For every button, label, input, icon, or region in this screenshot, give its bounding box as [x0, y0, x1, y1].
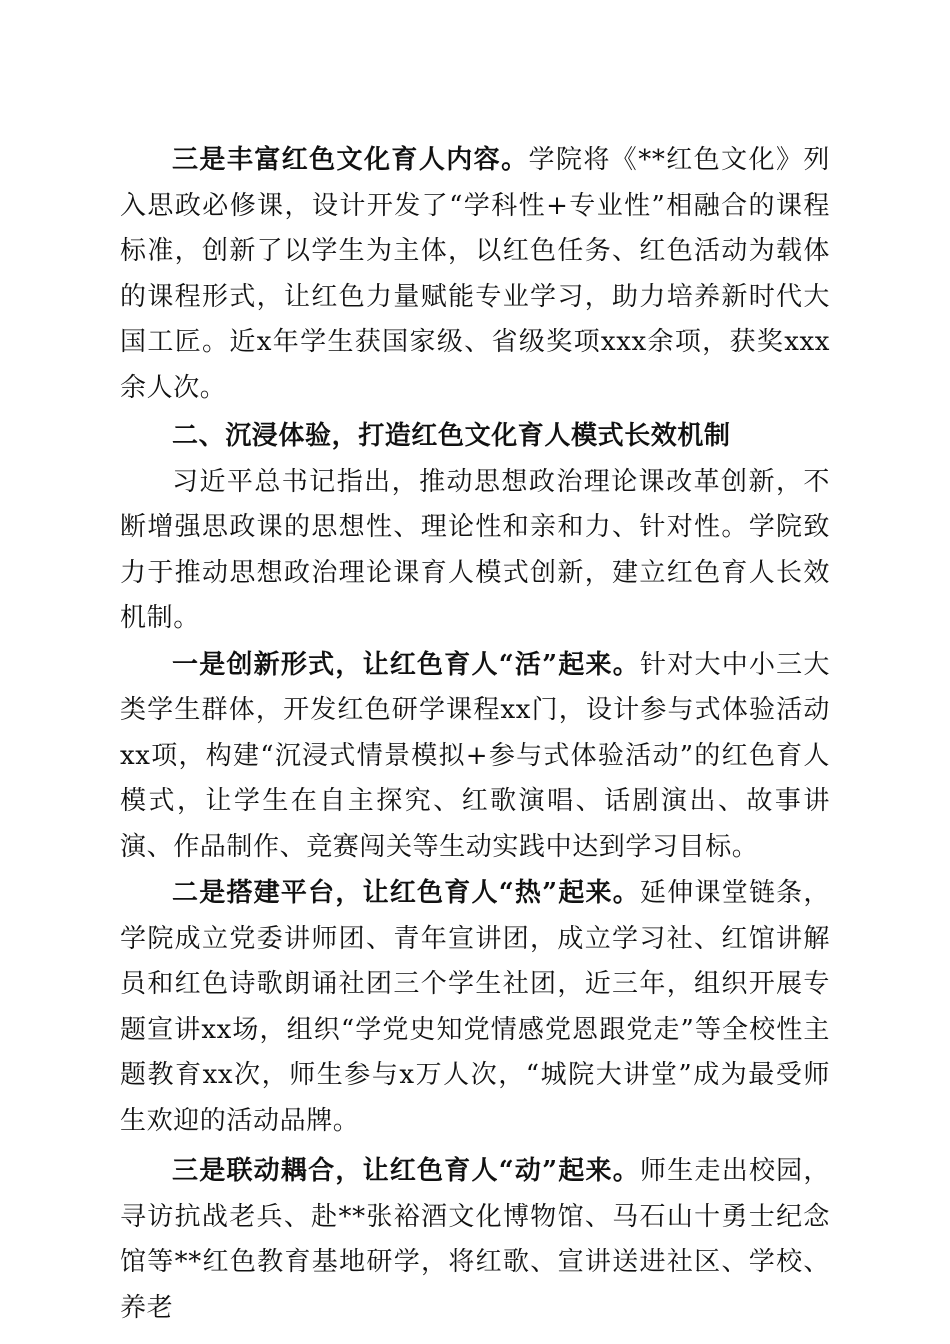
paragraph-innovate-form [120, 643, 830, 871]
paragraph-lead: 三是联动耦合，让红色育人“动”起来。 [172, 1156, 641, 1186]
paragraph-body: 针对大中小三大类学生群体，开发红色研学课程xx门，设计参与式体验活动xx项，构建“沉浸式情景模拟+参与式体验活动”的红色育人模式，让学生在自主探究、红歌演唱、话剧演出、故事讲演、作品制作、竞赛闯关等生动实践中达到学习目标。 [120, 649, 831, 862]
section-heading: 二、沉浸体验，打造红色文化育人模式长效机制 [172, 421, 731, 451]
paragraph-build-platform [120, 871, 830, 1144]
paragraph-body: 习近平总书记指出，推动思想政治理论课改革创新，不断增强思政课的思想性、理论性和亲和力、针对性。学院致力于推动思想政治理论课育人模式创新，建立红色育人长效机制。 [120, 466, 830, 633]
document-page [120, 138, 830, 1331]
paragraph-body: 学院将《**红色文化》列入思政必修课，设计开发了“学科性+专业性”相融合的课程标准，创新了以学生为主体，以红色任务、红色活动为载体的课程形式，让红色力量赋能专业学习，助力培养新时代大国工匠。近x年学生获国家级、省级奖项xxx余项，获奖xxx余人次。 [120, 145, 830, 403]
paragraph-lead: 一是创新形式，让红色育人“活”起来。 [172, 649, 641, 680]
paragraph-body: 延伸课堂链条，学院成立党委讲师团、青年宣讲团，成立学习社、红馆讲解员和红色诗歌朗诵社团三个学生社团，近三年，组织开展专题宣讲xx场，组织“学党史知党情感党恩跟党走”等全校性主题教育xx次，师生参与x万人次，“城院大讲堂”成为最受师生欢迎的活动品牌。 [120, 878, 831, 1136]
paragraph-enrich-content [120, 138, 830, 411]
paragraph-body: 师生走出校园，寻访抗战老兵、赴**张裕酒文化博物馆、马石山十勇士纪念馆等**红色教育基地研学，将红歌、宣讲送进社区、学校、养老 [120, 1156, 831, 1323]
paragraph-lead: 二是搭建平台，让红色育人“热”起来。 [172, 878, 641, 908]
paragraph-linkage [120, 1149, 830, 1331]
paragraph-intro [120, 460, 830, 642]
paragraph-lead: 三是丰富红色文化育人内容。 [172, 145, 529, 175]
